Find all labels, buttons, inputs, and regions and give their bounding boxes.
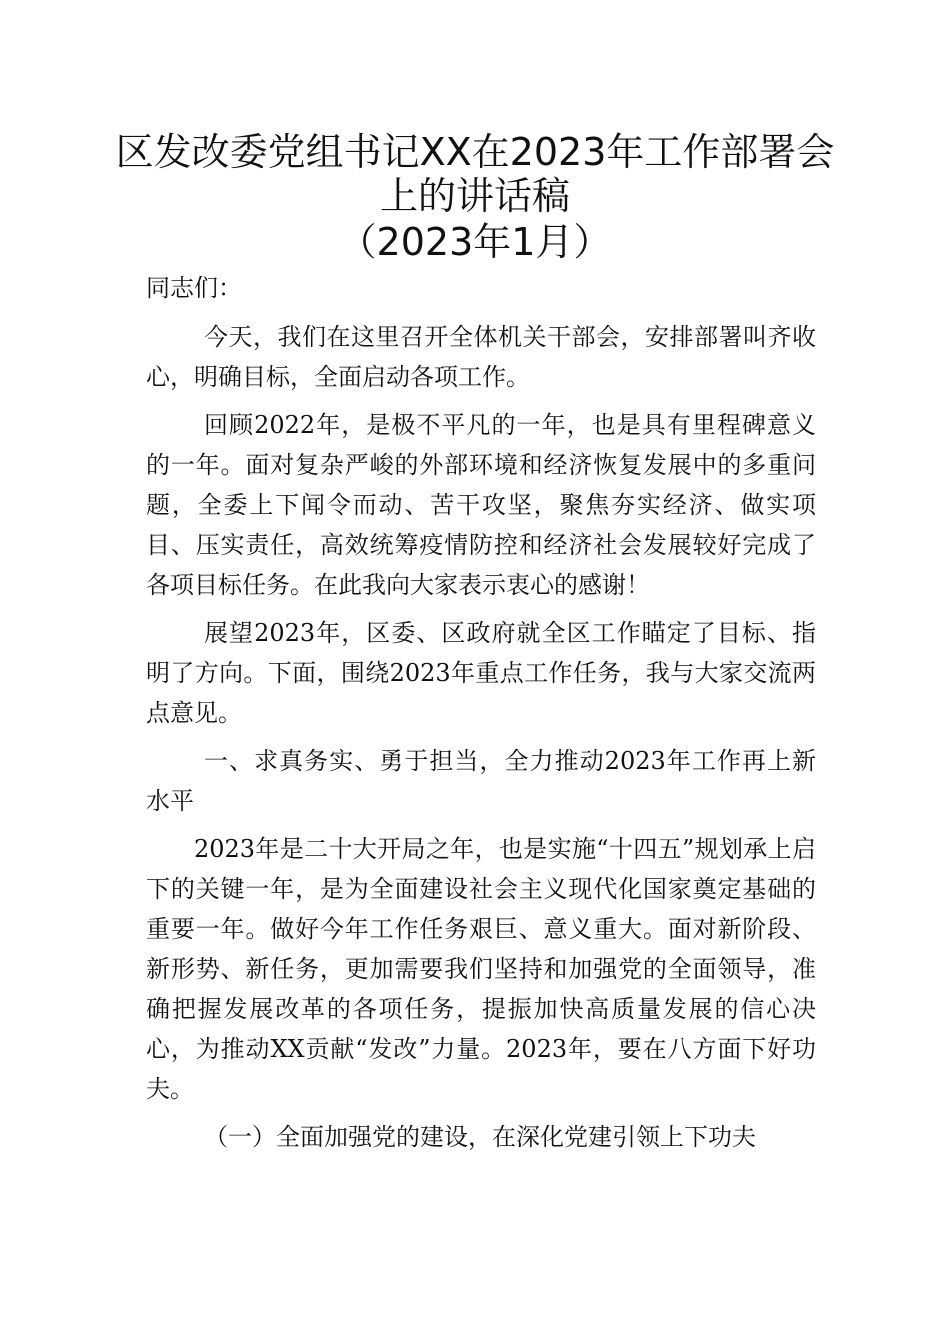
greeting: 同志们： xyxy=(146,274,242,302)
paragraph-2023-overview: 2023年是二十大开局之年，也是实施“十四五”规划承上启下的关键一年，是为全面建设社会主义现代化国家奠定基础的重要一年。做好今年工作任务艰巨、意义重大。面对新阶段、新形势、新任务，更加需要我们坚持和加强党的全面领导，准确把握发展改革的各项任务，提振加快高质量发展的信心决心，为推动XX贡献“发改”力量。2023年，要在八方面下好功夫。 xyxy=(146,835,816,1103)
title-date: （2023年1月） xyxy=(338,220,612,264)
subsection-heading-1: （一）全面加强党的建设，在深化党建引领上下功夫 xyxy=(204,1123,756,1151)
section-heading-1: 一、求真务实、勇于担当，全力推动2023年工作再上新水平 xyxy=(146,747,816,815)
paragraph-review-2022: 回顾2022年，是极不平凡的一年，也是具有里程碑意义的一年。面对复杂严峻的外部环境和经济恢复发展中的多重问题，全委上下闻令而动、苦干攻坚，聚焦夯实经济、做实项目、压实责任，高效统筹疫情防控和经济社会发展较好完成了各项目标任务。在此我向大家表示衷心的感谢！ xyxy=(146,411,816,599)
document-title xyxy=(0,130,950,264)
title-line-2: 上的讲话稿 xyxy=(379,174,570,218)
paragraph-opening: 今天，我们在这里召开全体机关干部会，安排部署叫齐收心，明确目标，全面启动各项工作。 xyxy=(146,323,816,391)
paragraph-outlook-2023: 展望2023年，区委、区政府就全区工作瞄定了目标、指明了方向。下面，围绕2023年重点工作任务，我与大家交流两点意见。 xyxy=(146,619,816,727)
document-body xyxy=(146,268,816,1157)
title-line-1: 区发改委党组书记XX在2023年工作部署会 xyxy=(115,130,835,174)
